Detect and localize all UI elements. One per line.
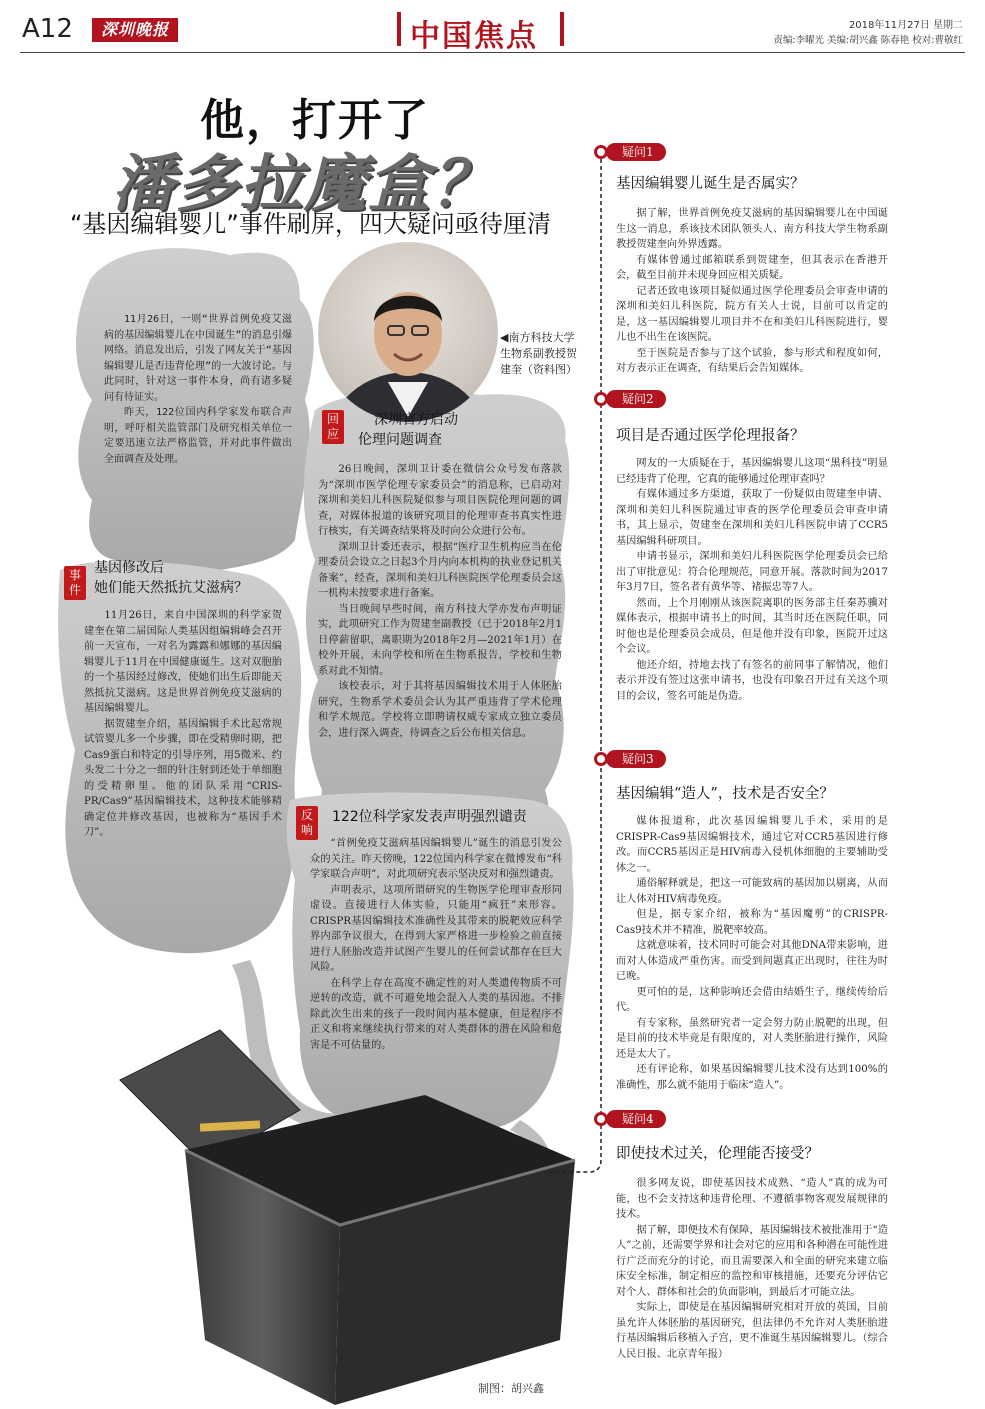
question-paragraph: 有媒体曾通过邮箱联系到贺建奎，但其表示在香港开会，截至目前并未现身回应相关质疑。 <box>616 254 888 281</box>
question-4-badge: 疑问4 <box>606 1110 666 1128</box>
question-1-badge: 疑问1 <box>606 143 666 161</box>
reaction-title: 122位科学家发表声明强烈谴责 <box>332 809 527 825</box>
event-paragraph: 据贺建奎介绍，基因编辑手术比起常规试管婴儿多一个步骤，即在受精卵时期，把Cas9蛋白和特定的引导序列，用5微米、约头发二十分之一细的针注射到还处于单细胞的受精卵里。他的团队采用“CRIS-PR/Cas9”基因编辑技术，这种技术能够精确定位并修改基因，也被称为“基因手术刀”。 <box>84 718 282 838</box>
event-title-line2: 她们能天然抵抗艾滋病？ <box>94 580 248 596</box>
question-paragraph: 申请书显示，深圳和美妇儿科医院医学伦理委员会已给出了审批意见：符合伦理规范，同意开展。落款时间为2017年3月7日，签名者有黄华等、褚振忠等7人。 <box>616 551 888 593</box>
event-paragraph: 11月26日，来自中国深圳的科学家贺建奎在第二届国际人类基因组编辑峰会召开前一天宣布，一对名为露露和娜娜的基因编辑婴儿于11月在中国健康诞生。这对双胞胎的一个基因经过修改，使她们出生后即能天然抵抗艾滋病。这是世界首例免疫艾滋病的基因编辑婴儿。 <box>84 610 282 714</box>
question-paragraph: 但是，据专家介绍，被称为“基因魔剪”的CRISPR-Cas9技术并不精准，脱靶率较高。 <box>616 909 888 936</box>
headline-line1: 他，打开了 <box>200 95 430 146</box>
question-paragraph: 有媒体通过多方渠道，获取了一份疑似由贺建奎申请、深圳和美妇儿科医院通过审查的医学伦理委员会审查申请书，其上显示，贺建奎在深圳和美妇儿科医院申请了CCR5基因编辑科研项目。 <box>616 489 888 547</box>
question-paragraph: 这就意味着，技术同时可能会对其他DNA带来影响，进而对人体造成严重伤害。而受到间题真正出现时，往往为时已晚。 <box>616 940 888 982</box>
question-1-title: 基因编辑婴儿诞生是否属实？ <box>616 176 805 192</box>
question-paragraph: 还有评论称，如果基因编辑婴儿技术没有达到100%的准确性，那么就不能用于临床“造人”。 <box>616 1064 888 1091</box>
response-paragraph: 深圳卫计委还表示，根据“医疗卫生机构应当在伦理委员会设立之日起3个月内向本机构的执业登记机关备案”，经查，深圳和美妇儿科医院医学伦理委员会这一机构未按要求进行备案。 <box>318 541 562 599</box>
intro-paragraph: 11月26日，一则“世界首例免疫艾滋病的基因编辑婴儿在中国诞生”的消息引爆网络。消息发出后，引发了网友关于“基因编辑婴儿是否违背伦理”的一大波讨论。与此同时，针对这一事件本身，尚有诸多疑问有待证实。 <box>104 314 292 403</box>
question-2-title: 项目是否通过医学伦理报备？ <box>616 428 805 444</box>
question-4-text <box>616 1176 888 1362</box>
question-paragraph: 有专家称，虽然研究者一定会努力防止脱靶的出现，但是目前的技术毕竟是有限度的，对人类胚胎进行操作，风险还是太大了。 <box>616 1017 888 1060</box>
question-paragraph: 实际上，即使是在基因编辑研究相对开放的英国，目前虽允许人体胚胎的基因研究，但法律仍不允许对人类胚胎进行基因编辑后移植入子宫，更不准诞生基因编辑婴儿。（综合人民日报、北京青年报） <box>616 1302 888 1360</box>
question-paragraph: 网友的一大质疑在于，基因编辑婴儿这项“黑科技”明显已经违背了伦理，它真的能够通过伦理审查吗？ <box>616 458 888 485</box>
question-paragraph: 至于医院是否参与了这个试验，参与形式和程度如何，对方表示正在调查，有结果后会告知媒体。 <box>616 347 888 374</box>
editor-credits: 责编:李曜光 美编:胡兴鑫 陈春艳 校对:曹敬红 <box>773 35 963 46</box>
event-tag: 事件 <box>64 566 86 600</box>
response-paragraph: 当日晚间早些时间，南方科技大学亦发布声明证实，此项研究工作为贺建奎副教授（已于2018年2月1日停薪留职，离职期为2018年2月—2021年1月）在校外开展，未向学校和所在生物系报告，学校和生物系对此不知情。 <box>318 603 562 677</box>
response-paragraph: 26日晚间，深圳卫计委在微信公众号发布落款为“深圳市医学伦理专家委员会”的消息称，已启动对深圳和美妇儿科医院疑似参与项目医院伦理问题的调查，对媒体报道的该研究项目的伦理审查书真实性进行核实，有关调查结果将及时向公众进行公布。 <box>318 464 562 537</box>
response-title-line1: 深圳官方启动 <box>374 412 458 428</box>
question-paragraph: 据了解，即便技术有保障，基因编辑技术被批准用于“造人”之前，还需要学界和社会对它的应用和各种潜在可能性进行广泛而充分的讨论，而且需要深入和全面的研究来建立临床安全标准，制定相应的监控和审核措施，还要充分评估它对个人、群体和社会的负面影响，到最后才可能立法。 <box>616 1224 888 1298</box>
question-4-title: 即使技术过关，伦理能否接受？ <box>616 1146 819 1162</box>
question-paragraph: 他还介绍，持地去找了有签名的前同事了解情况，他们表示并没有签过这张申请书，也没有印象召开过有关这个项目的会议，签名可能是伪造。 <box>616 659 888 702</box>
question-3-title: 基因编辑“造人”，技术是否安全？ <box>616 786 834 802</box>
question-1-text <box>616 206 888 377</box>
response-tag: 回应 <box>322 410 344 444</box>
issue-date: 2018年11月27日 星期二 <box>848 20 963 31</box>
photo-caption: ◀南方科技大学生物系副教授贺建奎（资料图） <box>500 331 577 376</box>
question-paragraph: 通俗解释就是，把这一可能致病的基因加以剔离，从而让人体对HIV病毒免疫。 <box>616 878 888 905</box>
question-paragraph: 然而，上个月刚刚从该医院离职的医务部主任秦苏骥对媒体表示，根据申请书上的时间，其当时还在医院任职，同时他也是伦理委员会成员，但是他并没有印象，医院开过这个会议。 <box>616 597 888 655</box>
reaction-paragraph: 在科学上存在高度不确定性的对人类遗传物质不可逆转的改造，就不可避免地会混入人类的基因池。不排除此次生出来的孩子一段时间内基本健康，但是程序不正义和将来继续执行带来的对人类群体的潜在风险和危害是不可估量的。 <box>310 977 562 1051</box>
question-2-text <box>616 456 888 704</box>
page-number: A12 <box>22 14 73 44</box>
intro-paragraph: 昨天，122位国内科学家发布联合声明，呼吁相关监管部门及研究相关单位一定要迅速立法严格监管，并对此事件做出全面调查及处理。 <box>104 407 292 465</box>
illustration-credit: 制图：胡兴鑫 <box>478 1382 544 1395</box>
question-paragraph: 很多网友说，即使基因技术成熟、“造人”真的成为可能，也不会支持这种违背伦理、不遵循事物客观发展规律的技术。 <box>616 1178 888 1220</box>
headline-line2: 潘多拉魔盒？ <box>112 147 497 220</box>
question-3-badge: 疑问3 <box>606 750 666 768</box>
question-paragraph: 媒体报道称，此次基因编辑婴儿手术，采用的是CRISPR-Cas9基因编辑技术，通过它对CCR5基因进行修改。而CCR5基因正是HIV病毒入侵机体细胞的主要辅助受体之一。 <box>616 816 888 874</box>
masthead-logo: 深圳晚报 <box>92 18 178 42</box>
section-title: 中国焦点 <box>410 19 538 54</box>
headline-subtitle: “基因编辑婴儿”事件刷屏，四大疑问亟待厘清 <box>70 210 551 238</box>
question-paragraph: 据了解，世界首例免疫艾滋病的基因编辑婴儿在中国诞生这一消息，系该技术团队领头人、南方科技大学生物系副教授贺建奎向外界透露。 <box>616 208 888 250</box>
response-title-line2: 伦理问题调查 <box>358 432 442 448</box>
question-3-text <box>616 814 888 1093</box>
response-paragraph: 该校表示，对于其将基因编辑技术用于人体胚胎研究，生物系学术委员会认为其严重违背了学术伦理和学术规范。学校将立即聘请权威专家成立独立委员会，进行深入调查，待调查之后公布相关信息。 <box>318 681 562 739</box>
event-title-line1: 基因修改后 <box>94 560 164 576</box>
question-paragraph: 更可怕的是，这种影响还会借由结婚生子，继续传给后代。 <box>616 986 888 1013</box>
reaction-tag: 反响 <box>296 806 318 840</box>
reaction-paragraph: 声明表示，这项所谓研究的生物医学伦理审查形同虚设。直接进行人体实验，只能用“疯狂”来形容。CRISPR基因编辑技术准确性及其带来的脱靶效应科学界内部争议很大，在得到大家严格进一步检验之前直接进行人胚胎改造并试图产生婴儿的任何尝试都存在巨大风险。 <box>310 884 562 973</box>
reaction-paragraph: “首例免疫艾滋病基因编辑婴儿”诞生的消息引发公众的关注。昨天傍晚，122位国内科学家在微博发布“科学家联合声明”，对此项研究表示坚决反对和强烈谴责。 <box>310 838 562 880</box>
question-2-badge: 疑问2 <box>606 390 666 408</box>
question-paragraph: 记者还致电该项目疑似通过医学伦理委员会审查申请的深圳和美妇儿科医院，院方有关人士说，目前可以肯定的是，这一基因编辑婴儿项目并不在和美妇儿科医院进行，婴儿也不出生在该医院。 <box>616 285 888 343</box>
